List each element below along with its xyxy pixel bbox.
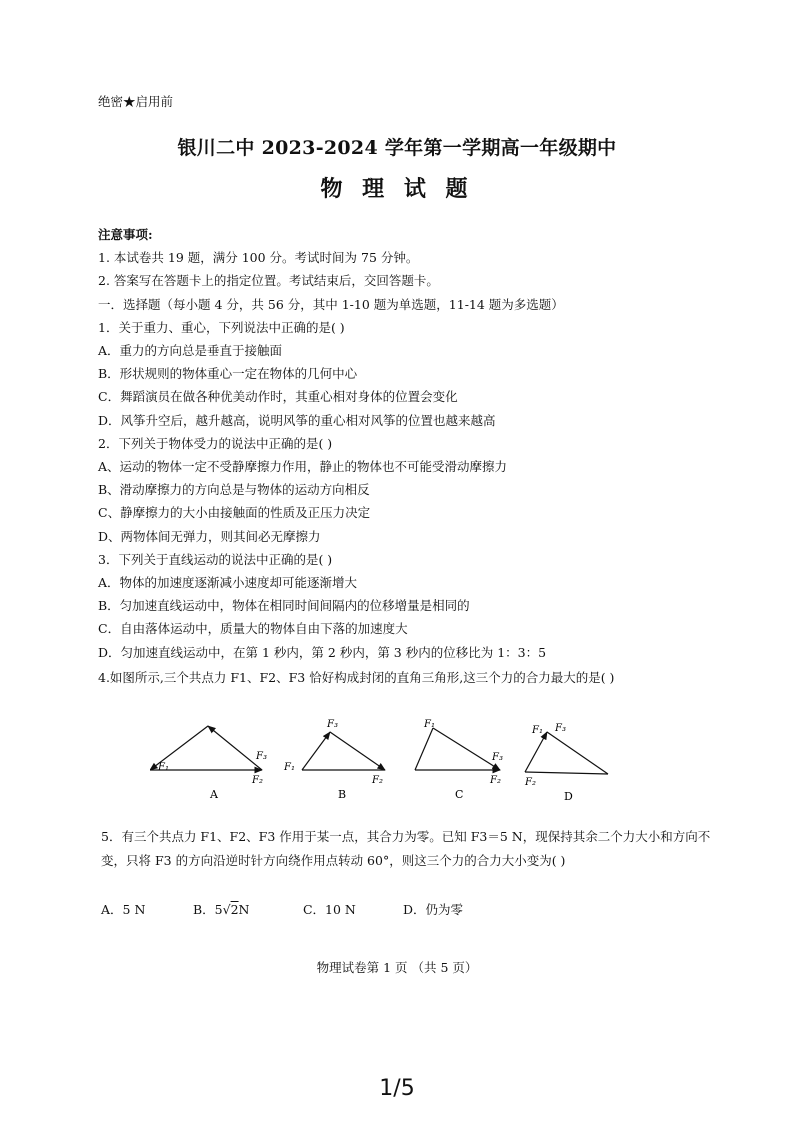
question-5-option-b xyxy=(193,900,299,918)
question-5-option-a: A．5 N xyxy=(101,902,146,917)
sqrt-sign: √ xyxy=(222,902,231,917)
exam-title: 银川二中 2023-2024 学年第一学期高一年级期中 xyxy=(177,137,617,159)
question-1-option-c: C．舞蹈演员在做各种优美动作时，其重心相对身体的位置会变化 xyxy=(98,389,458,405)
question-5-option-d: D．仍为零 xyxy=(402,902,463,917)
question-2-option-b: B、滑动摩擦力的方向总是与物体的运动方向相反 xyxy=(98,482,370,498)
label-c-f1: F₁ xyxy=(424,719,435,730)
question-2-option-d: D、两物体间无弹力，则其间必无摩擦力 xyxy=(98,528,321,544)
option-b-unit: N xyxy=(238,902,250,917)
question-2-option-a: A、运动的物体一定不受静摩擦力作用，静止的物体也不可能受滑动摩擦力 xyxy=(98,459,508,475)
question-2-option-c: C、静摩擦力的大小由接触面的性质及正压力决定 xyxy=(98,505,371,521)
exam-body xyxy=(98,223,728,689)
label-c-f2: F₂ xyxy=(490,775,501,786)
label-a-f2: F₂ xyxy=(252,775,263,786)
force-triangle-figure xyxy=(150,712,620,807)
note-item: 2. 答案写在答题卡上的指定位置。考试结束后，交回答题卡。 xyxy=(98,273,439,289)
question-5-stem: 5．有三个共点力 F1、F2、F3 作用于某一点，其合力为零。已知 F3＝5 N，现保持其余二个力大小和方向不变，只将 F3 的方向沿逆时针方向绕作用点转动 60°，则这三个力的合力大小变为( ) xyxy=(101,829,711,868)
question-1-option-b: B．形状规则的物体重心一定在物体的几何中心 xyxy=(98,366,358,382)
label-d-f2: F₂ xyxy=(525,777,536,788)
label-b-f1: F₁ xyxy=(284,762,295,773)
triangle-d xyxy=(525,732,608,774)
label-b-f2: F₂ xyxy=(372,775,383,786)
question-5-option-c: C．10 N xyxy=(302,902,356,917)
note-item: 1. 本试卷共 19 题，满分 100 分。考试时间为 75 分钟。 xyxy=(98,250,419,266)
label-d: D xyxy=(564,790,573,803)
question-1-option-d: D．风筝升空后，越升越高，说明风筝的重心相对风筝的位置也越来越高 xyxy=(98,412,496,428)
subject-title: 物 理 试 题 xyxy=(320,176,474,202)
page-footer: 物理试卷第 1 页 （共 5 页） xyxy=(316,960,478,975)
label-b-f3: F₃ xyxy=(327,719,338,730)
label-a-f1: F₁ xyxy=(158,762,169,773)
question-3-option-c: C．自由落体运动中，质量大的物体自由下落的加速度大 xyxy=(98,621,408,637)
section-heading: 一．选择题（每小题 4 分，共 56 分，其中 1-10 题为单选题，11-14 题为多选题） xyxy=(98,296,564,312)
notes-heading: 注意事项: xyxy=(98,227,153,242)
triangle-c xyxy=(415,728,500,770)
question-3-option-d: D．匀加速直线运动中，在第 1 秒内，第 2 秒内，第 3 秒内的位移比为 1：3：5 xyxy=(98,644,547,660)
label-a-f3: F₃ xyxy=(256,751,267,762)
label-c-f3: F₃ xyxy=(492,752,503,763)
question-3-stem: 3．下列关于直线运动的说法中正确的是( ) xyxy=(98,551,333,567)
sqrt-radicand: 2 xyxy=(230,902,239,917)
label-a: A xyxy=(210,788,218,801)
question-3-option-b: B．匀加速直线运动中，物体在相同时间间隔内的位移增量是相同的 xyxy=(98,598,470,614)
label-c: C xyxy=(455,788,464,801)
option-b-prefix: B．5 xyxy=(192,902,223,917)
label-d-f3: F₃ xyxy=(555,723,566,734)
label-d-f1: F₁ xyxy=(532,725,543,736)
question-3-option-a: A．物体的加速度逐渐减小速度却可能逐渐增大 xyxy=(98,575,358,591)
confidential-mark: 绝密★启用前 xyxy=(98,94,174,109)
question-5-options xyxy=(101,900,463,918)
label-b: B xyxy=(338,788,347,801)
page-indicator: 1/5 xyxy=(379,1076,415,1101)
question-1-option-a: A．重力的方向总是垂直于接触面 xyxy=(98,343,283,359)
triangle-b xyxy=(302,732,385,770)
question-4-stem: 4.如图所示,三个共点力 F1、F2、F3 恰好构成封闭的直角三角形,这三个力的合力最大的是( ) xyxy=(98,669,615,685)
question-2-stem: 2．下列关于物体受力的说法中正确的是( ) xyxy=(98,435,333,451)
question-1-stem: 1．关于重力、重心，下列说法中正确的是( ) xyxy=(98,319,345,335)
